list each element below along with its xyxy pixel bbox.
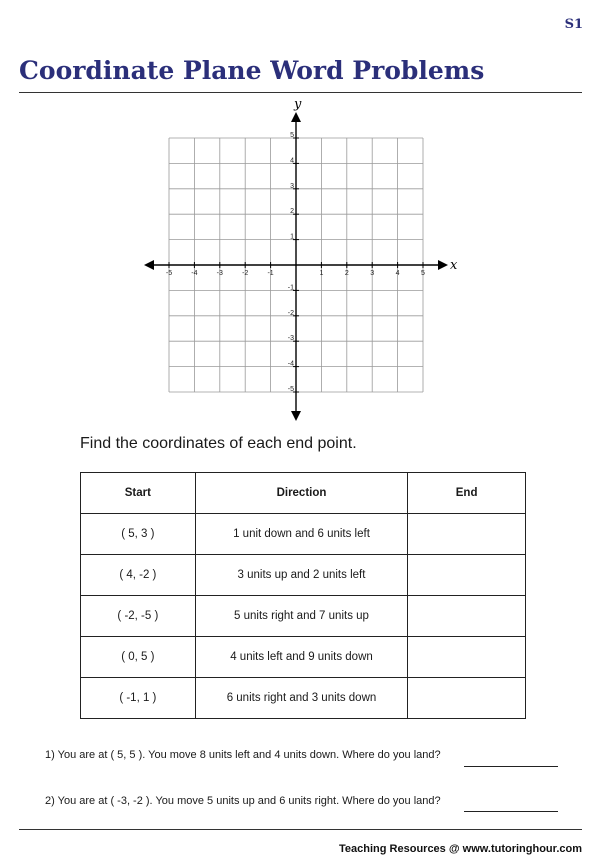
y-tick-label: -2	[287, 309, 294, 317]
y-tick-label: -3	[287, 335, 294, 343]
start-cell: ( -1, 1 )	[81, 678, 196, 719]
x-tick-label: -4	[191, 270, 198, 277]
x-tick-label: -3	[216, 270, 223, 277]
end-answer-cell[interactable]	[408, 678, 526, 719]
direction-cell: 1 unit down and 6 units left	[195, 514, 408, 555]
direction-cell: 4 units left and 9 units down	[195, 637, 408, 678]
answer-line-1[interactable]	[464, 766, 558, 767]
x-tick-label: 1	[319, 270, 324, 277]
table-header-row	[81, 473, 526, 514]
y-tick-label: 1	[290, 233, 294, 241]
y-tick-label: -1	[287, 284, 294, 292]
header-direction: Direction	[195, 473, 408, 514]
question-1: 1) You are at ( 5, 5 ). You move 8 units left and 4 units down. Where do you land?	[45, 749, 441, 761]
start-cell: ( -2, -5 )	[81, 596, 196, 637]
direction-cell: 5 units right and 7 units up	[195, 596, 408, 637]
x-axis-arrow-left	[144, 260, 154, 270]
y-tick-label: -4	[287, 360, 294, 368]
x-axis-arrow-right	[438, 260, 448, 270]
direction-cell: 6 units right and 3 units down	[195, 678, 408, 719]
x-tick-label: 5	[421, 270, 425, 277]
table-row	[81, 678, 526, 719]
footer-credit: Teaching Resources @ www.tutoringhour.com	[339, 843, 582, 855]
x-tick-label: -1	[267, 270, 274, 277]
direction-cell: 3 units up and 2 units left	[195, 555, 408, 596]
x-axis-label: x	[450, 258, 458, 273]
table-row	[81, 514, 526, 555]
sheet-code: S1	[564, 17, 583, 32]
header-start: Start	[81, 473, 196, 514]
y-tick-label: 5	[290, 132, 294, 139]
question-2: 2) You are at ( -3, -2 ). You move 5 units up and 6 units right. Where do you land?	[45, 795, 441, 807]
coordinate-plane	[0, 0, 601, 430]
start-cell: ( 0, 5 )	[81, 637, 196, 678]
x-tick-label: 2	[344, 270, 349, 277]
table-row	[81, 596, 526, 637]
end-answer-cell[interactable]	[408, 637, 526, 678]
end-answer-cell[interactable]	[408, 514, 526, 555]
y-axis-arrow-down	[291, 411, 301, 421]
end-answer-cell[interactable]	[408, 555, 526, 596]
start-cell: ( 5, 3 )	[81, 514, 196, 555]
y-tick-label: 3	[290, 182, 294, 190]
start-cell: ( 4, -2 )	[81, 555, 196, 596]
instruction-text: Find the coordinates of each end point.	[80, 435, 357, 452]
x-tick-label: 4	[395, 270, 400, 277]
footer-divider	[19, 829, 582, 830]
y-axis-label: y	[294, 97, 302, 112]
y-tick-label: 4	[290, 157, 294, 165]
header-end: End	[408, 473, 526, 514]
y-tick-label: -5	[287, 386, 294, 393]
table-row	[81, 637, 526, 678]
x-tick-label: -5	[165, 270, 173, 277]
x-tick-label: -2	[242, 270, 249, 277]
y-axis-arrow-up	[291, 112, 301, 122]
answer-line-2[interactable]	[464, 811, 558, 812]
end-answer-cell[interactable]	[408, 596, 526, 637]
axes	[144, 112, 448, 421]
page-title: Coordinate Plane Word Problems	[19, 56, 485, 85]
y-tick-label: 2	[290, 208, 294, 216]
table-row	[81, 555, 526, 596]
problems-table	[80, 472, 526, 719]
x-tick-label: 3	[370, 270, 375, 277]
